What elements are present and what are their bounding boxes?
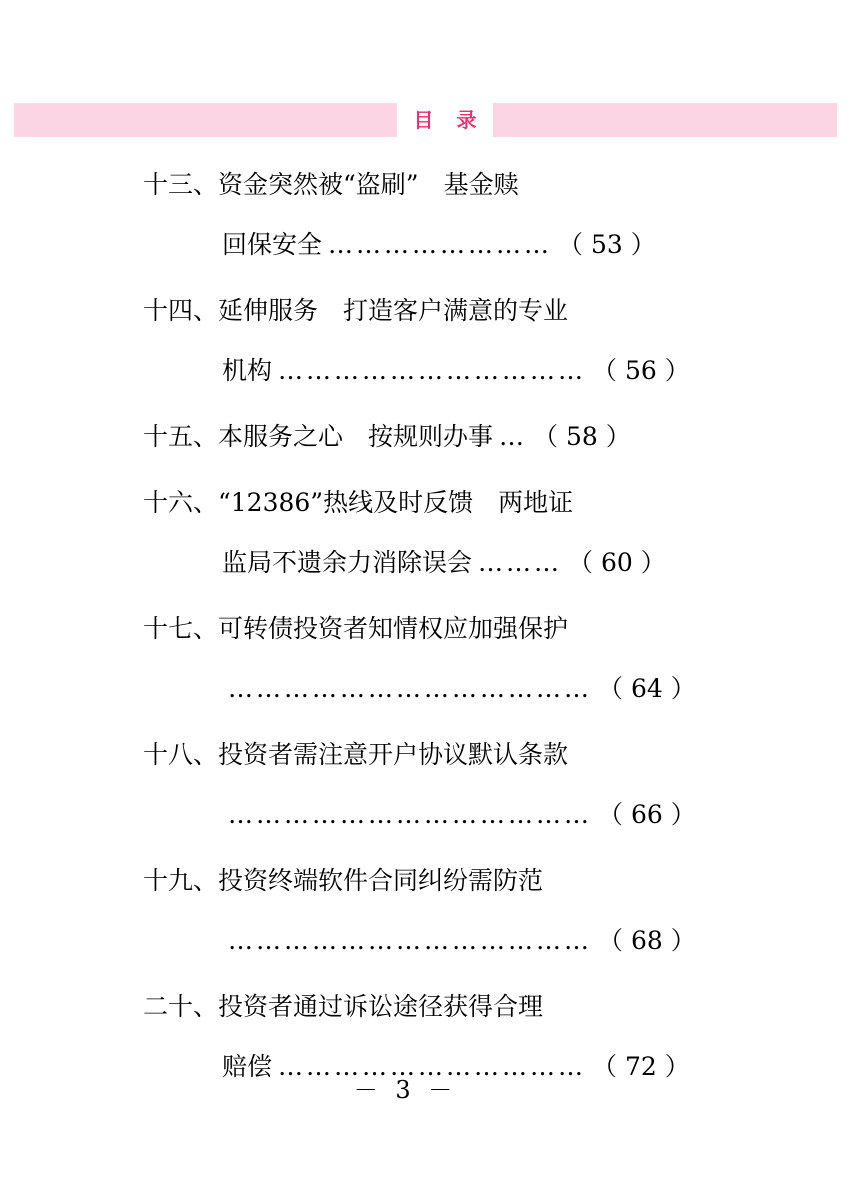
toc-entry-label-cont: 赔偿 [222,1052,273,1081]
toc-entry[interactable] [0,407,851,467]
toc-leader-dots: … [499,422,528,451]
toc-entry[interactable] [0,281,851,401]
toc-entry-label: 十八、投资者需注意开户协议默认条款 [143,740,569,769]
toc-page-number: （ 66 ） [598,800,696,829]
toc-leader-dots: …………………… [328,230,553,259]
toc-entry-label: 十四、延伸服务 打造客户满意的专业 [143,296,569,325]
toc-entry-continuation-line [0,533,851,593]
toc-leader-dots: ………………………………… [228,800,592,829]
toc-page-number: （ 58 ） [533,422,631,451]
toc-leader-dots: …………………………… [278,1052,587,1081]
page-footer [0,1070,851,1105]
toc-entry-label: 十六、“12386”热线及时反馈 两地证 [143,488,574,517]
toc-entry-label-cont: 机构 [222,356,273,385]
toc-entry-label: 十五、本服务之心 按规则办事 [143,422,494,451]
toc-entry-title-line [0,599,851,659]
toc-leader-dots: …………………………… [278,356,587,385]
toc-entry-label-cont: 回保安全 [222,230,323,259]
toc-page-number: （ 60 ） [568,548,666,577]
toc-entry[interactable] [0,473,851,593]
toc-entry[interactable] [0,851,851,971]
toc-leader-dots: ………………………………… [228,926,592,955]
footer-page-number: － 3 － [353,1076,458,1104]
toc-entry-label: 十九、投资终端软件合同纠纷需防范 [143,866,544,895]
toc-entry-continuation-line [0,659,851,719]
toc-entry-title-line [0,977,851,1037]
toc-entry-continuation-line [0,215,851,275]
toc-entry[interactable] [0,725,851,845]
toc-page-number: （ 64 ） [598,674,696,703]
toc-entry-label: 十七、可转债投资者知情权应加强保护 [143,614,569,643]
toc-page-number: （ 72 ） [592,1052,690,1081]
toc-page-number: （ 56 ） [592,356,690,385]
toc-entry-continuation-line [0,911,851,971]
toc-entry-title-line [0,407,851,467]
toc-entry-title-line [0,725,851,785]
page-header [14,103,837,137]
toc-leader-dots: ……… [478,548,563,577]
toc-entry-label: 二十、投资者通过诉讼途径获得合理 [143,992,544,1021]
toc-entry-continuation-line [0,785,851,845]
table-of-contents [0,155,851,1103]
toc-entry-continuation-line [0,341,851,401]
toc-leader-dots: ………………………………… [228,674,592,703]
toc-entry-label-cont: 监局不遗余力消除误会 [222,548,473,577]
toc-entry[interactable] [0,155,851,275]
header-title-box [397,103,493,137]
toc-page-number: （ 53 ） [558,230,656,259]
toc-entry-label: 十三、资金突然被“盗刷” 基金赎 [143,170,519,199]
toc-entry-title-line [0,851,851,911]
toc-entry-title-line [0,281,851,341]
toc-entry[interactable] [0,599,851,719]
page-title: 目 录 [413,108,485,132]
toc-entry-title-line [0,155,851,215]
toc-entry-title-line [0,473,851,533]
toc-page-number: （ 68 ） [598,926,696,955]
